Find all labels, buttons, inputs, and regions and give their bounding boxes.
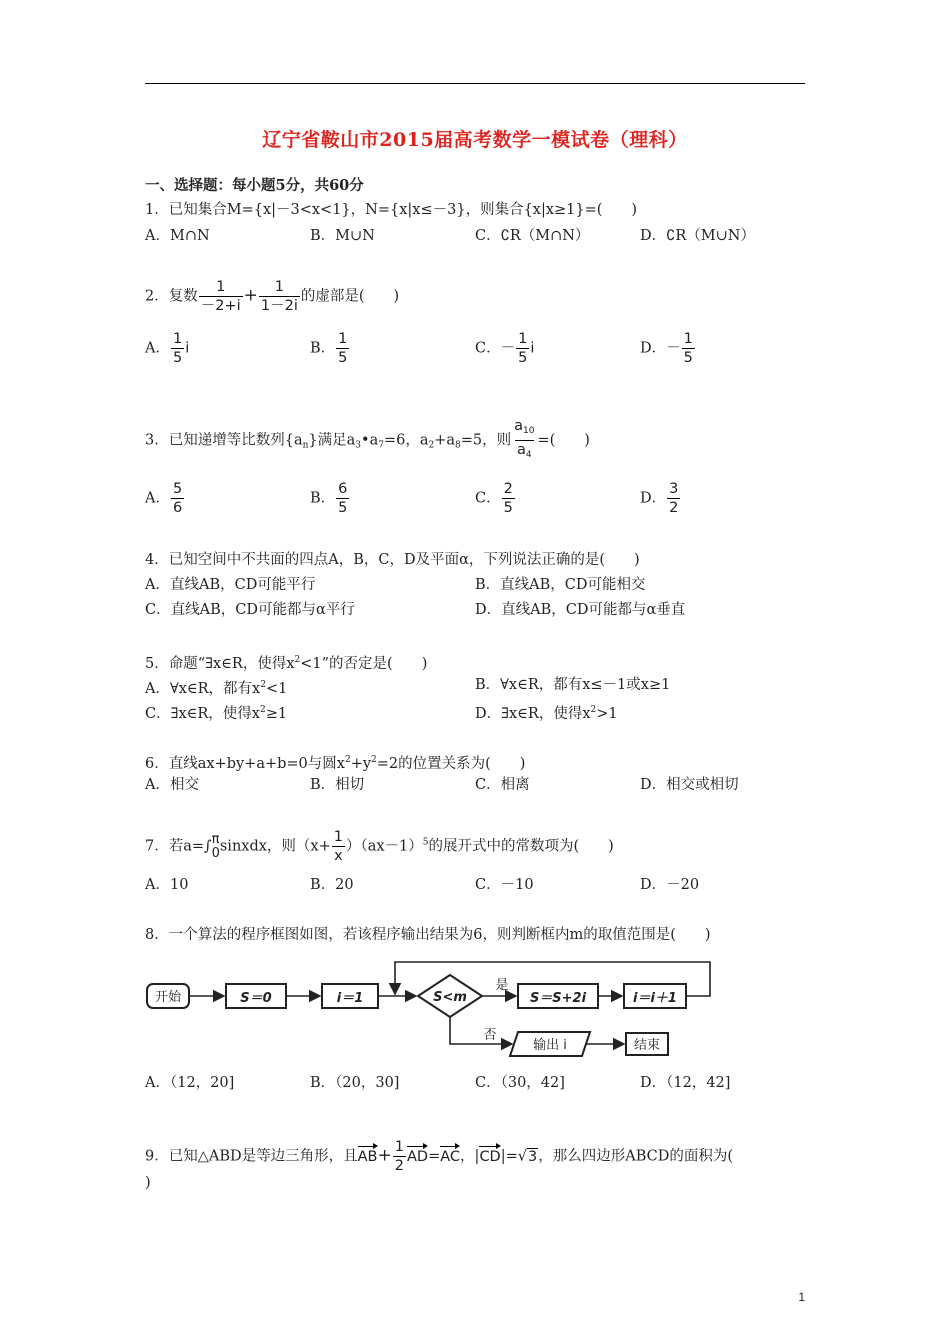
q5-option-b: B．∀x∈R，都有x≤－1或x≥1 (475, 677, 671, 693)
flow-init-s-label: S＝0 (240, 991, 272, 1006)
q6-stem: 6．直线ax+by+a+b=0与圆$x^2+y^2=2$的位置关系为( ) (145, 755, 526, 772)
q4-option-c: C．直线AB，CD可能都与α平行 (145, 602, 355, 618)
flow-yes-label: 是 (495, 978, 509, 993)
q1-stem: 1．已知集合M={x|－3<x<1}，N={x|x≤－3}，则集合{x|x≥1}=( ) (145, 202, 638, 218)
q1-option-c: C．∁R（M∩N） (475, 228, 590, 244)
q7-integral-limits: π 0 (211, 831, 220, 861)
q2-option-c: C．－ $\frac{1}{5}$ i (475, 331, 535, 366)
vector-ac: AC (440, 1144, 460, 1166)
sqrt-value: 3 (528, 1148, 538, 1165)
q3-option-d: D． $\frac{3}{2}$ (640, 481, 679, 516)
q4-option-d: D．直线AB，CD可能都与α垂直 (475, 602, 686, 618)
q2-fraction-2: $\frac{1}{1-2i}$ (260, 279, 298, 314)
flow-decision-label: S<m (433, 990, 467, 1005)
flow-start-label: 开始 (154, 990, 182, 1005)
flow-update-s-label: S＝S+2i (529, 991, 587, 1006)
q2-stem: 2．复数 $\frac{1}{-2+i}$ + $\frac{1}{1-2i}$ 的虚部是( ) (145, 279, 400, 314)
q7-option-c: C．－10 (475, 877, 534, 893)
flow-no-label: 否 (483, 1028, 497, 1043)
q2-fraction-1: $\frac{1}{-2+i}$ (200, 279, 241, 314)
q7-option-d: D．－20 (640, 877, 700, 893)
q8-stem: 8．一个算法的程序框图如图，若该程序输出结果为6，则判断框内m的取值范围是( ) (145, 927, 711, 943)
q3-stem: 3．已知递增等比数列$\{a_n\}$满足$a_3•a_7=6$，$a_2+a_8=5$，则 $\frac{a_{10}}{a_4}$ =( ) (145, 417, 590, 464)
page-number: 1 (798, 1290, 805, 1304)
q4-option-b: B．直线AB，CD可能相交 (475, 577, 646, 593)
q8-option-a: A．（12，20] (145, 1075, 235, 1091)
q2-option-b: B． $\frac{1}{5}$ (310, 331, 348, 366)
page-title: 辽宁省鞍山市2015届高考数学一模试卷（理科） (262, 129, 688, 151)
q3-option-c: C． $\frac{2}{5}$ (475, 481, 513, 516)
q9-stem-continued: ) (145, 1175, 151, 1191)
q5-option-d: D．∃x∈R，使得$x^2>1$ (475, 705, 618, 722)
q6-option-a: A．相交 (145, 777, 199, 793)
vector-ad: AD (407, 1144, 428, 1166)
q8-option-c: C．（30，42] (475, 1075, 565, 1091)
q8-option-d: D．（12，42] (640, 1075, 731, 1091)
q2-option-a: A． $\frac{1}{5}$ i (145, 331, 190, 366)
q7-option-a: A．10 (145, 877, 189, 893)
q8-option-b: B．（20，30] (310, 1075, 400, 1091)
q6-option-c: C．相离 (475, 777, 530, 793)
q2-option-d: D．－ $\frac{1}{5}$ (640, 331, 693, 366)
q5-option-a: A．∀x∈R，都有$x^2<1$ (145, 680, 288, 697)
header-rule (145, 83, 805, 84)
vector-cd: CD (479, 1144, 500, 1166)
flow-init-i-label: i＝1 (336, 991, 364, 1006)
q3-option-a: A． $\frac{5}{6}$ (145, 481, 183, 516)
q7-stem: 7．若a=∫ π 0 sinxdx，则（x+ $\frac{1}{x}$ ）$(ax-1)^5$的展开式中的常数项为( ) (145, 829, 614, 864)
section-heading: 一、选择题：每小题5分，共60分 (145, 177, 364, 194)
q5-option-c: C．∃x∈R，使得$x^2\ge 1$ (145, 705, 288, 722)
q8-flowchart (140, 955, 720, 1065)
vector-ab: AB (358, 1144, 378, 1166)
q1-option-a: A．M∩N (145, 228, 210, 244)
q1-option-d: D．∁R（M∪N） (640, 228, 755, 244)
q6-option-b: B．相切 (310, 777, 365, 793)
flow-output-label: 输出 i (533, 1038, 567, 1053)
q5-stem: 5．命题“∃x∈R，使得$x^2<1$”的否定是( ) (145, 655, 428, 672)
q1-option-b: B．M∪N (310, 228, 375, 244)
q6-option-d: D．相交或相切 (640, 777, 739, 793)
q4-option-a: A．直线AB，CD可能平行 (145, 577, 316, 593)
flow-end-label: 结束 (633, 1038, 661, 1053)
q7-option-b: B．20 (310, 877, 354, 893)
q3-ratio: $\frac{a_{10}}{a_4}$ (512, 417, 536, 464)
flow-update-i-label: i＝i＋1 (633, 991, 677, 1006)
q4-stem: 4．已知空间中不共面的四点A，B，C，D及平面α，下列说法正确的是( ) (145, 552, 640, 568)
q3-option-b: B． $\frac{6}{5}$ (310, 481, 348, 516)
q9-stem: 9．已知△ABD是等边三角形，且AB+ $\frac{1}{2}$ AD=AC，|CD|=√3，那么四边形ABCD的面积为( (145, 1139, 734, 1174)
